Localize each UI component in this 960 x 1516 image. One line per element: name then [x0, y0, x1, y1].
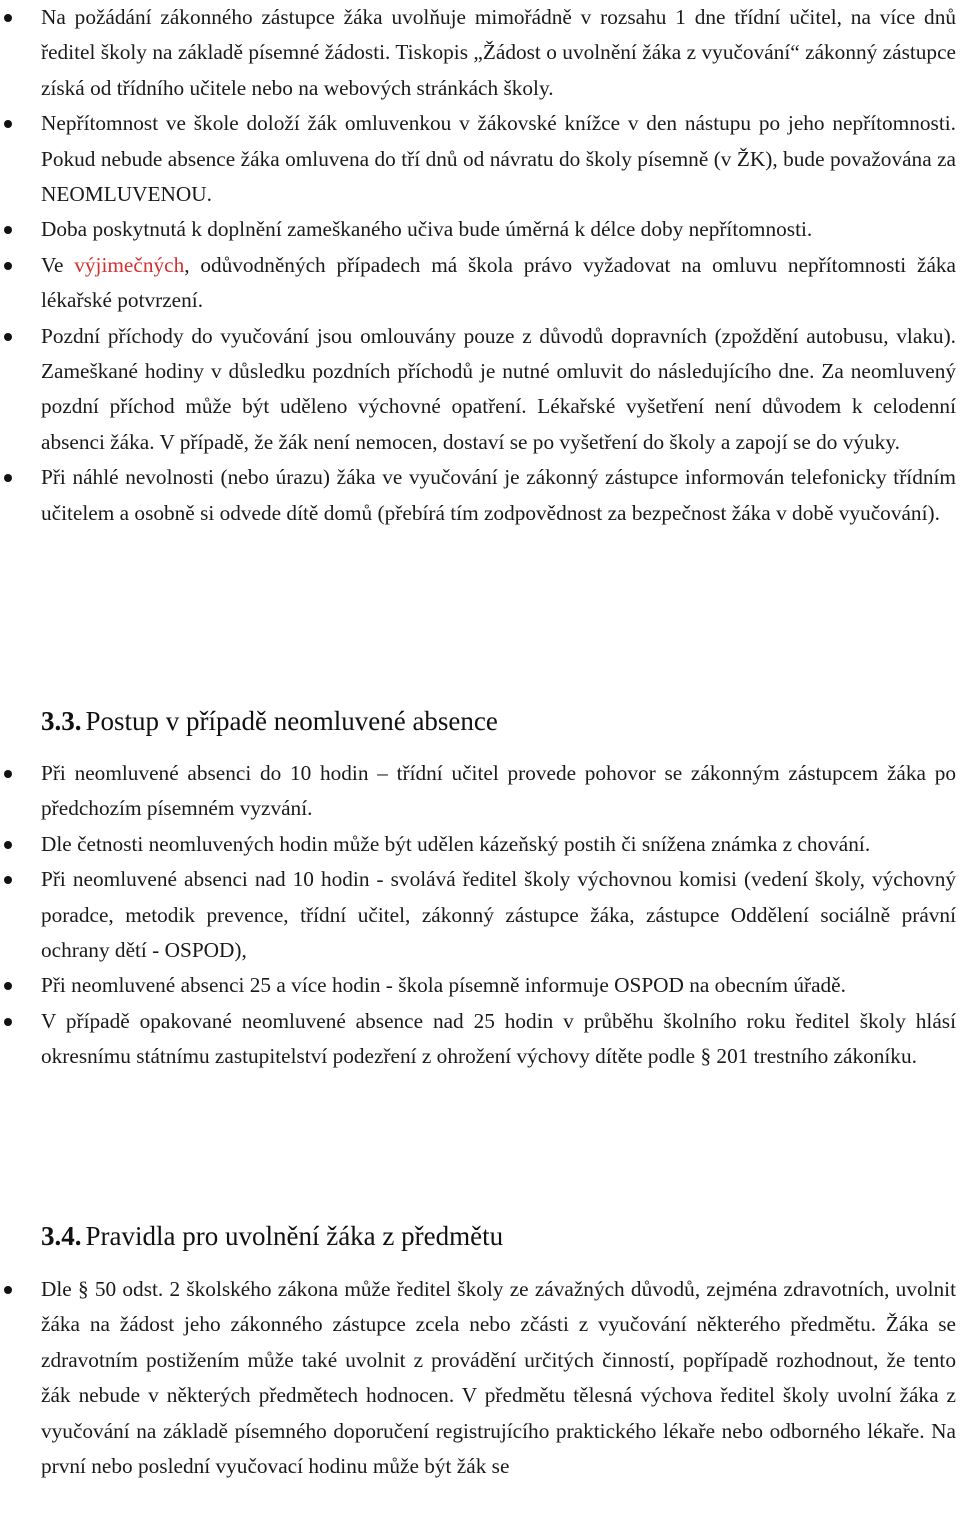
subject-release-list — [0, 1272, 960, 1484]
list-item-text: Při náhlé nevolnosti (nebo úrazu) žáka ve vyučování je zákonný zástupce informován telefonicky třídním učitelem a osobně si odvede dítě domů (přebírá tím zodpovědnost za bezpečnost žáka v době vyučování). — [41, 465, 956, 525]
section-title: Postup v případě neomluvené absence — [85, 706, 498, 736]
section-number: 3.4. — [41, 1221, 82, 1251]
unexcused-absence-list — [0, 756, 960, 1075]
list-item-text: Nepřítomnost ve škole doloží žák omluvenkou v žákovské knížce v den nástupu po jeho nepřítomnosti. Pokud nebude absence žáka omluvena do tří dnů od návratu do školy písemně (v ŽK), bude považována za NEOMLUVENOU. — [41, 111, 956, 207]
list-item — [0, 248, 960, 319]
list-item-text: Při neomluvené absenci do 10 hodin – třídní učitel provede pohovor se zákonným zástupcem žáka po předchozím písemném vyzvání. — [41, 761, 956, 821]
list-item — [0, 968, 960, 1003]
list-item — [0, 212, 960, 247]
list-item — [0, 319, 960, 461]
list-item — [0, 827, 960, 862]
list-item-text: V případě opakované neomluvené absence nad 25 hodin v průběhu školního roku ředitel školy hlásí okresnímu státnímu zastupitelství podezření z ohrožení výchovy dítěte podle § 201 trestního zákoníku. — [41, 1008, 956, 1069]
section-heading-3-4 — [0, 1218, 960, 1254]
list-item — [0, 756, 960, 827]
list-item-text: Doba poskytnutá k doplnění zameškaného učiva bude úměrná k délce doby nepřítomnosti. — [41, 217, 813, 242]
list-item-text: Dle § 50 odst. 2 školského zákona může ředitel školy ze závažných důvodů, zejména zdravotních, uvolnit žáka na žádost jeho zákonného zástupce zcela nebo zčásti z vyučování některého předmětu. Žáka se zdravotním postižením může také uvolnit z provádění určitých činností, popřípadě rozhodnout, že tento žák nebude v některých předmětech hodnocen. V předmětu tělesná výchova ředitel školy uvolní žáka z vyučování na základě písemného doporučení registrujícího praktického lékaře nebo odborného lékaře. Na první nebo poslední vyučovací hodinu může být žák se — [41, 1277, 956, 1479]
highlighted-word: výjimečných — [74, 252, 185, 277]
absence-rules-list — [0, 0, 960, 531]
list-item-text: Pozdní příchody do vyučování jsou omlouvány pouze z důvodů dopravních (zpoždění autobusu, vlaku). Zameškané hodiny v důsledku pozdních příchodů je nutné omluvit do následujícího dne. Za neomluvený pozdní příchod může být uděleno výchovné opatření. Lékařské vyšetření není důvodem k celodenní absenci žáka. V případě, že žák není nemocen, dostaví se po vyšetření do školy a zapojí se do výuky. — [41, 323, 956, 454]
list-item — [0, 862, 960, 968]
list-item — [0, 0, 960, 106]
list-item — [0, 106, 960, 212]
list-item — [0, 1004, 960, 1075]
list-item-text: Na požádání zákonného zástupce žáka uvolňuje mimořádně v rozsahu 1 dne třídní učitel, na více dnů ředitel školy na základě písemné žádosti. Tiskopis „Žádost o uvolnění žáka z vyučování“ zákonný zástupce získá od třídního učitele nebo na webových stránkách školy. — [41, 5, 956, 100]
list-item-text-end: , odůvodněných případech má škola právo vyžadovat na omluvu nepřítomnosti žáka lékařské potvrzení. — [41, 252, 956, 313]
section-number: 3.3. — [41, 706, 82, 736]
section-heading-3-3 — [0, 703, 960, 739]
list-item-text: Dle četnosti neomluvených hodin může být udělen kázeňský postih či snížena známka z chování. — [41, 831, 871, 856]
list-item-text: Při neomluvené absenci nad 10 hodin - svolává ředitel školy výchovnou komisi (vedení školy, výchovný poradce, metodik prevence, třídní učitel, zákonný zástupce žáka, zástupce Oddělení sociálně právní ochrany dětí - OSPOD), — [41, 867, 956, 963]
list-item — [0, 1272, 960, 1484]
list-item-text-start: Ve — [41, 252, 75, 277]
list-item-text: Při neomluvené absenci 25 a více hodin - škola písemně informuje OSPOD na obecním úřadě. — [41, 973, 846, 998]
list-item — [0, 460, 960, 531]
section-title: Pravidla pro uvolnění žáka z předmětu — [85, 1221, 504, 1251]
